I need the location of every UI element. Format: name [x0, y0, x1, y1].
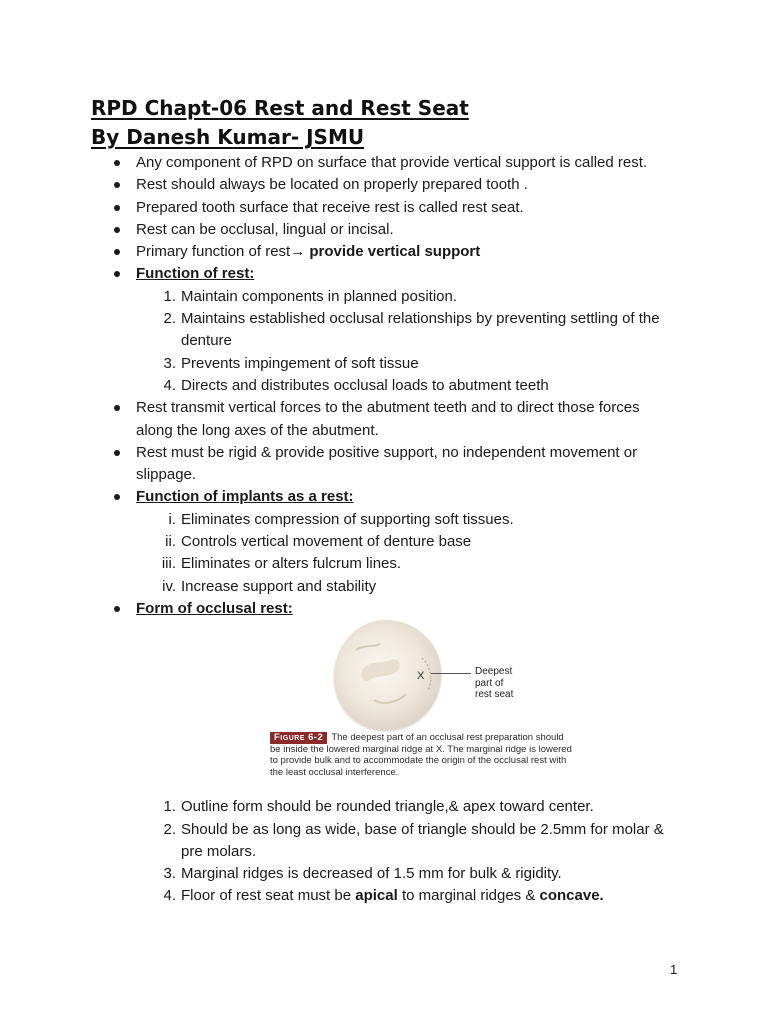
figure-tag: Figure 6-2 [270, 732, 327, 744]
numbered-item [0, 286, 676, 308]
section-heading-form [0, 598, 676, 620]
numbered-item [0, 308, 676, 353]
item-number: 3. [163, 865, 176, 883]
bullet-text: Any component of RPD on surface that provide vertical support is called rest. [136, 154, 648, 171]
item-text: Maintains established occlusal relationships by preventing settling of the denture [181, 310, 660, 350]
section-heading-implants [0, 486, 676, 508]
item-text: Eliminates or alters fulcrum lines. [181, 555, 402, 573]
document-body [0, 152, 768, 908]
bullet-text: Prepared tooth surface that receive rest is called rest seat. [136, 198, 524, 216]
item-number: 3. [163, 354, 176, 372]
bullet-item [0, 397, 676, 442]
bullet-icon [114, 450, 120, 456]
x-marker: X [417, 670, 425, 683]
bullet-icon [114, 494, 120, 500]
bullet-icon [114, 182, 120, 188]
numbered-item [0, 375, 676, 397]
roman-item [0, 509, 676, 531]
numbered-item [0, 819, 676, 864]
item-text: Prevents impingement of soft tissue [181, 354, 419, 372]
bullet-text: Rest transmit vertical forces to the abutment teeth and to direct those forces along the long axes of the abutment. [136, 399, 640, 439]
item-number: 1. [163, 798, 176, 816]
roman-item [0, 576, 676, 598]
item-text: Directs and distributes occlusal loads to abutment teeth [181, 376, 549, 394]
bullet-icon [114, 227, 120, 233]
item-number: 1. [163, 287, 176, 305]
item-number: 2. [163, 820, 176, 838]
primary-bold: provide vertical support [309, 243, 481, 261]
numbered-item [0, 885, 676, 907]
heading-text: Function of implants as a rest: [136, 488, 354, 506]
item-text: Eliminates compression of supporting soft tissues. [181, 510, 514, 528]
item-number: iii. [161, 555, 176, 573]
bullet-item [0, 197, 676, 219]
bullet-text: Rest should always be located on properly prepared tooth . [136, 176, 528, 194]
item-text: Marginal ridges is decreased of 1.5 mm for bulk & rigidity. [181, 865, 562, 883]
bullet-icon [114, 205, 120, 211]
item-text: Maintain components in planned position. [181, 287, 458, 305]
item-text-pre: Floor of rest seat must be [181, 887, 356, 905]
bullet-icon [114, 405, 120, 411]
document-author: By Danesh Kumar- JSMU [91, 125, 365, 149]
numbered-item [0, 353, 676, 375]
item-text: Controls vertical movement of denture base [181, 533, 472, 551]
roman-item [0, 531, 676, 553]
item-text: Increase support and stability [181, 577, 377, 595]
heading-text: Function of rest: [136, 265, 255, 283]
leader-line [431, 673, 471, 674]
item-number: 2. [163, 310, 176, 328]
bullet-item [0, 152, 676, 174]
numbered-item [0, 863, 676, 885]
heading-text: Form of occlusal rest: [136, 599, 293, 617]
numbered-item [0, 796, 676, 818]
bullet-item-primary-function [0, 241, 676, 263]
bullet-text: Rest must be rigid & provide positive support, no independent movement or slippage. [136, 443, 638, 484]
bullet-item [0, 219, 676, 241]
item-bold-concave: concave. [539, 887, 604, 905]
caption-text: The deepest part of an occlusal rest preparation should be inside the lowered marginal ridge at X. The marginal ridge is lowered to provide bulk and to accommodate the origin of the occlusal rest with the least occlusal interference. [270, 732, 572, 778]
item-number: 4. [163, 887, 176, 905]
bullet-item [0, 442, 676, 487]
bullet-item [0, 174, 676, 196]
item-bold-apical: apical [355, 887, 398, 905]
primary-prefix: Primary function of rest [136, 243, 291, 261]
roman-item [0, 553, 676, 575]
item-number: ii. [165, 533, 176, 551]
item-text: Should be as long as wide, base of triangle should be 2.5mm for molar & pre molars. [181, 820, 664, 860]
page-number: 1 [670, 962, 678, 977]
item-text: Outline form should be rounded triangle,& apex toward center. [181, 798, 594, 816]
arrow-icon: → [290, 243, 306, 261]
figure-caption [270, 732, 576, 778]
section-heading-function-of-rest [0, 263, 676, 285]
bullet-icon [114, 606, 120, 612]
item-number: iv. [162, 577, 176, 595]
bullet-text: Rest can be occlusal, lingual or incisal. [136, 220, 394, 238]
bullet-icon [114, 271, 120, 277]
tooth-occlusal-illustration [334, 620, 441, 730]
figure-label: Deepest part of rest seat [475, 666, 514, 701]
figure-6-2 [0, 620, 768, 796]
item-number: 4. [163, 376, 176, 394]
item-text-mid: to marginal ridges & [397, 887, 540, 905]
bullet-icon [114, 160, 120, 166]
document-title: RPD Chapt-06 Rest and Rest Seat [91, 96, 469, 120]
bullet-icon [114, 249, 120, 255]
item-number: i. [168, 510, 176, 528]
